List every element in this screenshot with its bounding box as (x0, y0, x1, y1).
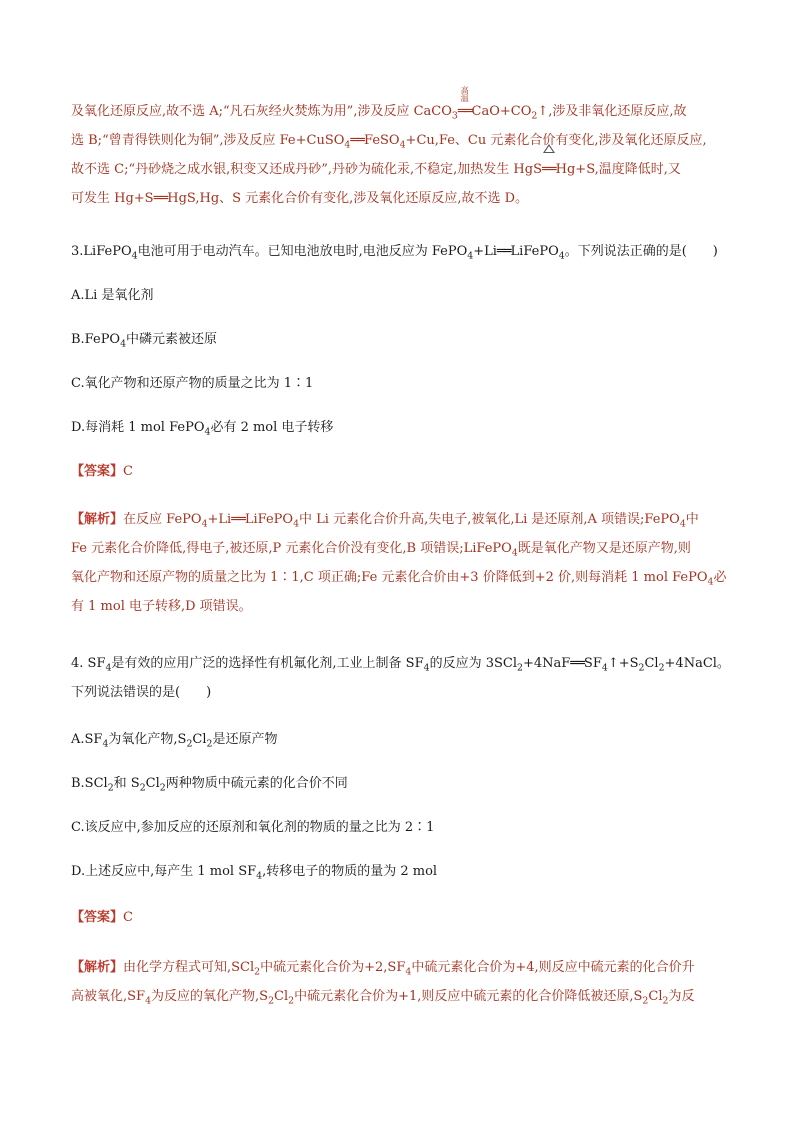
question-3-stem: 3.LiFePO$_4$电池可用于电动汽车。已知电池放电时,电池反应为 FePO$_4$+Li══LiFePO$_4$。下列说法正确的是( ) (71, 244, 718, 262)
question-3-option-b: B.FePO$_4$中磷元素被还原 (71, 332, 218, 350)
question-3-answer: 【答案】C (71, 464, 133, 479)
question-4-option-d: D.上述反应中,每产生 1 mol $SF_4$,转移电子的物质的量为 2 mol (71, 864, 438, 882)
analysis-continuation: 及氧化还原反应,故不选 A;“凡石灰经火焚炼为用”,涉及反应 CaCO$_3$ 高温 $══CaO+CO_2↑$,涉及非氧化还原反应,故 选 B;“曾青得铁则化为铜”,涉及反应 Fe+CuSO$_4$══FeSO$_4$+Cu,Fe、Cu 元素化合价有变化,涉及氧化还原反应, 故不选 C;“丹砂烧之成水银,积变又还成丹砂”,丹砂为硫化汞,不稳定,加热发生 HgS ══Hg+S,温度降低时,又 可发生 Hg+S══HgS,Hg、S 元素化合价有变化,涉及氧化还原反应,故不选 D。 (71, 86, 707, 206)
question-3-analysis: 【解析】在反应 FePO$_4$+Li══LiFePO$_4$中 Li 元素化合价升高,失电子,被氧化,Li 是还原剂,A 项错误;FePO$_4$中 Fe 元素化合价降低,得电子,被还原,P 元素化合价没有变化,B 项错误;LiFePO$_4$既是氧化产物又是还原产物,则 氧化产物和还原产物的质量之比为 1∶1,C 项正确;Fe 元素化合价由+3 价降低到+2 价,则每消耗 1 mol FePO$_4$必 有 1 mol 电子转移,D 项错误。 (71, 512, 727, 614)
high-temp-condition: 高温 ══ (457, 86, 472, 119)
question-4-option-a: $A.SF_4$为氧化产物$,S_2Cl_2$是还原产物 (71, 732, 278, 750)
question-3-option-a: A.Li 是氧化剂 (71, 288, 154, 303)
heating-condition: ══ (542, 155, 556, 184)
question-4-option-c: C.该反应中,参加反应的还原剂和氧化剂的物质的量之比为 2∶1 (71, 820, 435, 835)
question-4-option-b: B.SCl$_2$和 $S_2Cl_2$两种物质中硫元素的化合价不同 (71, 776, 348, 794)
question-3-option-d: D.每消耗 1 mol FePO$_4$必有 2 mol 电子转移 (71, 420, 334, 438)
question-3-option-c: C.氧化产物和还原产物的质量之比为 1∶1 (71, 376, 314, 391)
question-4-stem: 4. $SF_4$是有效的应用广泛的选择性有机氟化剂,工业上制备 $SF_4$的反应为 $3SCl_2+4NaF══SF_4↑+S_2Cl_2+4NaCl$。 下列说法错误的是( ) (71, 656, 730, 700)
question-4-analysis: 【解析】由化学方程式可知,SCl$_2$中硫元素化合价为$+2,SF_4$中硫元素化合价为+4,则反应中硫元素的化合价升 高被氧化$,SF_4$为反应的氧化产物$,S_2Cl_2$中硫元素化合价为+1,则反应中硫元素的化合价降低被还原$,S_2Cl_2$为反 (71, 960, 695, 1007)
heat-triangle-icon (543, 144, 555, 153)
question-4-answer: 【答案】C (71, 910, 133, 925)
